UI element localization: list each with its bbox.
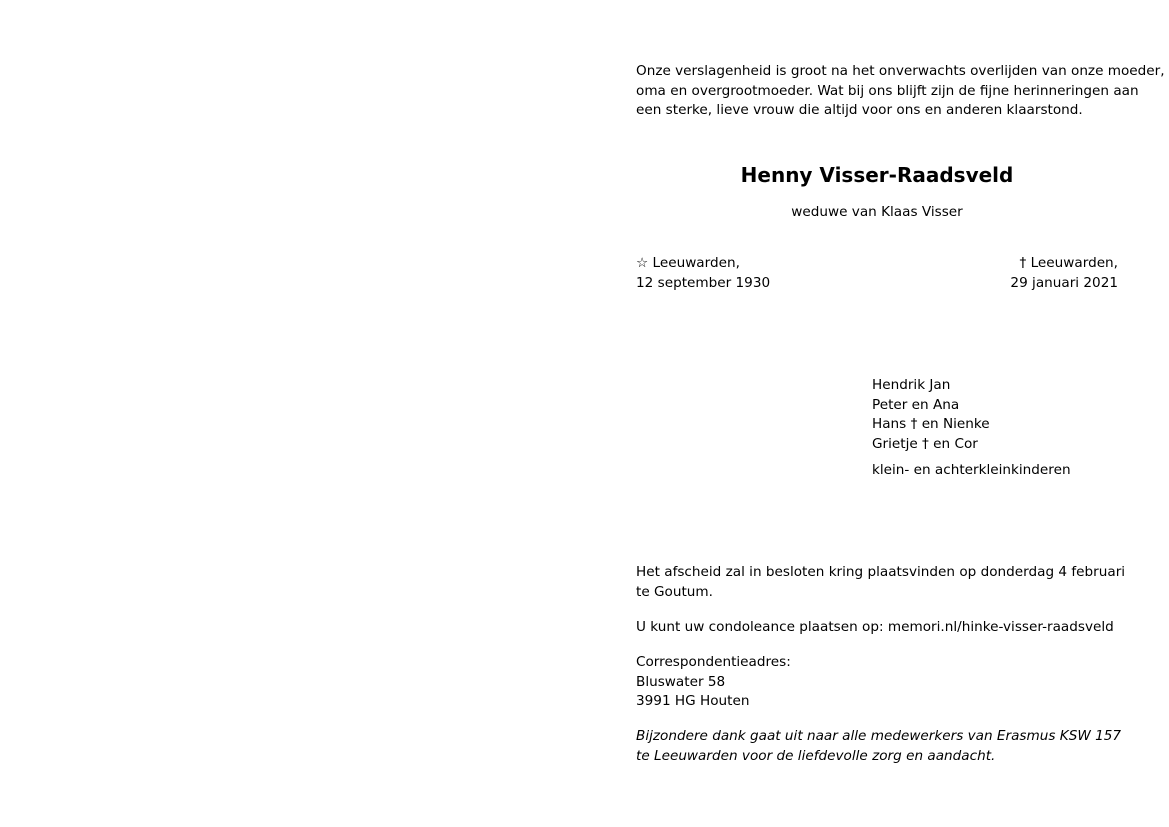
birth-info xyxy=(636,254,770,293)
intro-line: oma en overgrootmoeder. Wat bij ons blijft zijn de fijne herinneringen aan xyxy=(636,82,1139,99)
correspondence-address xyxy=(636,653,791,712)
farewell-paragraph xyxy=(636,563,1125,602)
death-place: Leeuwarden, xyxy=(1030,255,1118,271)
address-city: 3991 HG Houten xyxy=(636,693,750,709)
family-member: Hendrik Jan xyxy=(872,377,951,393)
farewell-line: te Goutum. xyxy=(636,583,713,600)
family-member: Peter en Ana xyxy=(872,396,960,413)
star-icon: ☆ xyxy=(636,255,649,271)
deceased-subtitle: weduwe van Klaas Visser xyxy=(791,204,963,220)
thanks-line: Bijzondere dank gaat uit naar alle medewerkers van Erasmus KSW 157 xyxy=(636,728,1122,744)
deceased-name: Henny Visser-Raadsveld xyxy=(740,163,1014,187)
cross-icon: † xyxy=(1019,255,1027,271)
obituary-card xyxy=(636,0,1165,827)
farewell-line: Het afscheid zal in besloten kring plaatsvinden op donderdag 4 februari xyxy=(636,564,1126,580)
birth-place: Leeuwarden, xyxy=(652,255,740,271)
birth-date: 12 september 1930 xyxy=(636,274,771,291)
intro-paragraph xyxy=(636,62,1165,121)
grandchildren-line: klein- en achterkleinkinderen xyxy=(872,462,1071,478)
intro-line: Onze verslagenheid is groot na het onverwachts overlijden van onze moeder, xyxy=(636,63,1165,79)
condolence-line: U kunt uw condoleance plaatsen op: memori.nl/hinke-visser-raadsveld xyxy=(636,619,1114,635)
address-label: Correspondentieadres: xyxy=(636,654,791,670)
family-list xyxy=(872,376,1071,481)
death-info xyxy=(1010,254,1118,293)
family-member: Hans † en Nienke xyxy=(872,416,990,432)
thanks-paragraph xyxy=(636,727,1121,766)
address-street: Bluswater 58 xyxy=(636,673,726,690)
thanks-line: te Leeuwarden voor de liefdevolle zorg en aandacht. xyxy=(636,747,996,764)
intro-line: een sterke, lieve vrouw die altijd voor ons en anderen klaarstond. xyxy=(636,102,1083,118)
family-member: Grietje † en Cor xyxy=(872,435,978,452)
death-date: 29 januari 2021 xyxy=(1010,274,1118,291)
